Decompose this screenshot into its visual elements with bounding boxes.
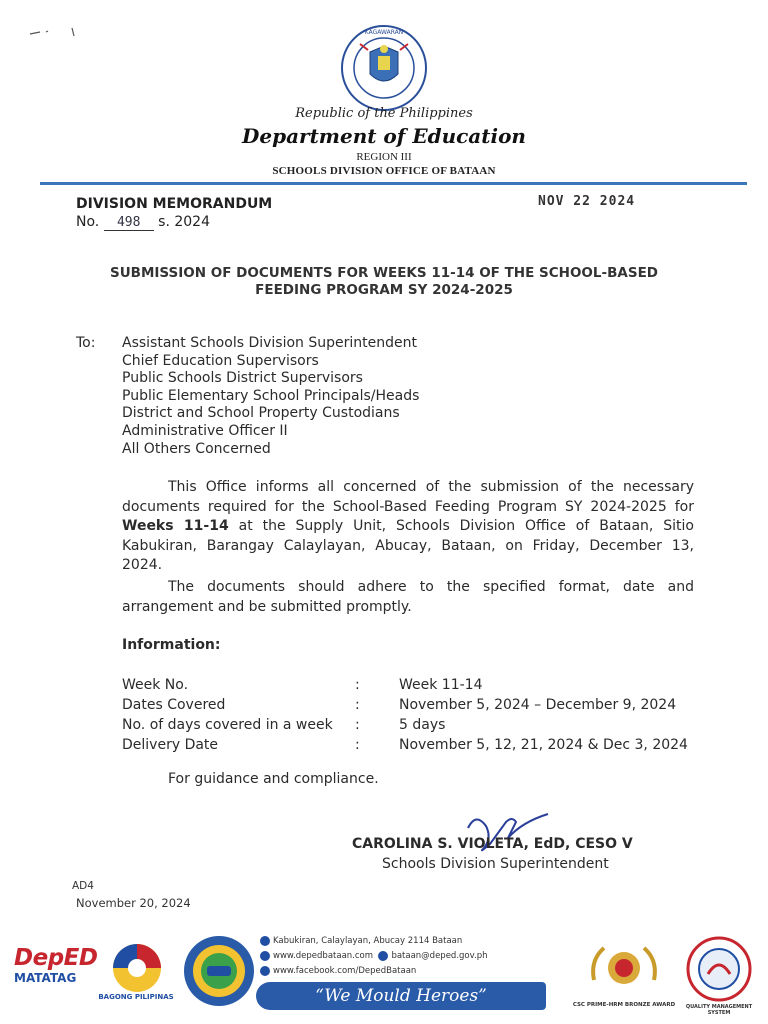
recipient-item: Public Schools District Supervisors xyxy=(122,370,363,387)
deped-matatag-logo xyxy=(14,945,96,985)
info-row xyxy=(122,737,688,757)
signatory-title: Schools Division Superintendent xyxy=(382,856,609,872)
p1-weeks-bold: Weeks 11-14 xyxy=(122,518,229,534)
closing-line: For guidance and compliance. xyxy=(168,771,379,787)
info-value: November 5, 2024 – December 9, 2024 xyxy=(399,697,677,713)
motto-text: “We Mould Heroes” xyxy=(315,986,487,1006)
info-colon: : xyxy=(355,737,360,753)
info-row xyxy=(122,697,688,717)
subject-line-2: FEEDING PROGRAM SY 2024-2025 xyxy=(255,282,513,298)
info-row xyxy=(122,717,688,737)
body-paragraph-2: The documents should adhere to the specified format, date and arrangement and be submitted promptly. xyxy=(122,579,694,615)
info-key: Week No. xyxy=(122,677,189,693)
location-icon xyxy=(260,936,270,946)
bagong-pilipinas-text: BAGONG PILIPINAS xyxy=(98,993,174,1001)
info-key: Dates Covered xyxy=(122,697,226,713)
prime-hrm-award-icon xyxy=(584,940,664,1000)
memo-number: 498 xyxy=(104,215,154,231)
web-email-line xyxy=(260,949,487,964)
department-name: Department of Education xyxy=(242,124,526,148)
body-paragraph-1 xyxy=(122,478,694,576)
memo-number-line xyxy=(76,214,210,231)
globe-icon xyxy=(260,951,270,961)
p1-text-end: at the Supply Unit, Schools Division Office of Bataan, Sitio Kabukiran, Barangay Calaylayan, Abucay, Bataan, on Friday, December 13, 2024. xyxy=(122,518,694,573)
republic-line: Republic of the Philippines xyxy=(295,106,473,121)
svg-text:KAGAWARAN: KAGAWARAN xyxy=(364,29,404,36)
header-divider xyxy=(40,182,747,185)
info-key: No. of days covered in a week xyxy=(122,717,333,733)
memo-series: s. 2024 xyxy=(158,214,210,230)
email-link[interactable]: bataan@deped.gov.ph xyxy=(391,951,488,961)
sdo-bataan-seal-icon xyxy=(182,934,256,1008)
recipient-list xyxy=(122,335,419,458)
info-value: Week 11-14 xyxy=(399,677,483,693)
address-text: Kabukiran, Calaylayan, Abucay 2114 Bataan xyxy=(273,936,463,946)
info-value: 5 days xyxy=(399,717,446,733)
contact-block xyxy=(260,934,487,979)
facebook-link[interactable]: www.facebook.com/DepedBataan xyxy=(273,966,417,976)
info-row xyxy=(122,677,688,697)
memo-title: DIVISION MEMORANDUM xyxy=(76,196,273,212)
stamped-date: NOV 22 2024 xyxy=(538,194,636,209)
office-name: SCHOOLS DIVISION OFFICE OF BATAAN xyxy=(272,165,496,177)
reference-initials: AD4 xyxy=(72,880,94,892)
recipient-item: Chief Education Supervisors xyxy=(122,352,319,369)
recipient-item: Administrative Officer II xyxy=(122,422,288,439)
email-icon xyxy=(378,951,388,961)
award2-text: QUALITY MANAGEMENT SYSTEM xyxy=(685,1004,753,1016)
info-colon: : xyxy=(355,697,360,713)
signatory-name: CAROLINA S. VIOLETA, EdD, CESO V xyxy=(352,836,633,852)
info-key: Delivery Date xyxy=(122,737,219,753)
p1-text-start: This Office informs all concerned of the submission of the necessary documents required for the School-Based Feeding Program SY 2024-2025 for xyxy=(122,479,694,515)
deped-wordmark: DepED xyxy=(14,945,98,971)
recipient-item: All Others Concerned xyxy=(122,440,271,457)
signature-icon xyxy=(462,808,552,860)
award1-text: CSC PRIME-HRM BRONZE AWARD xyxy=(572,1002,676,1008)
recipient-item: Assistant Schools Division Superintendent xyxy=(122,335,417,351)
matatag-wordmark: MATATAG xyxy=(14,971,77,985)
facebook-line xyxy=(260,964,487,979)
website-link[interactable]: www.depedbataan.com xyxy=(273,951,374,961)
deped-seal-icon xyxy=(340,24,428,112)
info-value: November 5, 12, 21, 2024 & Dec 3, 2024 xyxy=(399,737,688,753)
facebook-icon xyxy=(260,966,270,976)
recipient-item: District and School Property Custodians xyxy=(122,405,400,422)
recipient-item: Public Elementary School Principals/Heads xyxy=(122,387,420,404)
to-label: To: xyxy=(76,335,96,351)
information-table xyxy=(122,677,688,757)
info-colon: : xyxy=(355,677,360,693)
information-heading: Information: xyxy=(122,637,221,653)
subject-line-1: SUBMISSION OF DOCUMENTS FOR WEEKS 11-14 OF THE SCHOOL-BASED xyxy=(110,265,658,281)
memo-subject xyxy=(0,265,768,299)
quality-award-icon xyxy=(686,936,752,1002)
address-line xyxy=(260,934,487,949)
pen-mark xyxy=(26,22,86,42)
memo-no-label: No. xyxy=(76,214,100,230)
reference-date: November 20, 2024 xyxy=(76,896,191,910)
info-colon: : xyxy=(355,717,360,733)
region-line: REGION III xyxy=(356,151,412,163)
